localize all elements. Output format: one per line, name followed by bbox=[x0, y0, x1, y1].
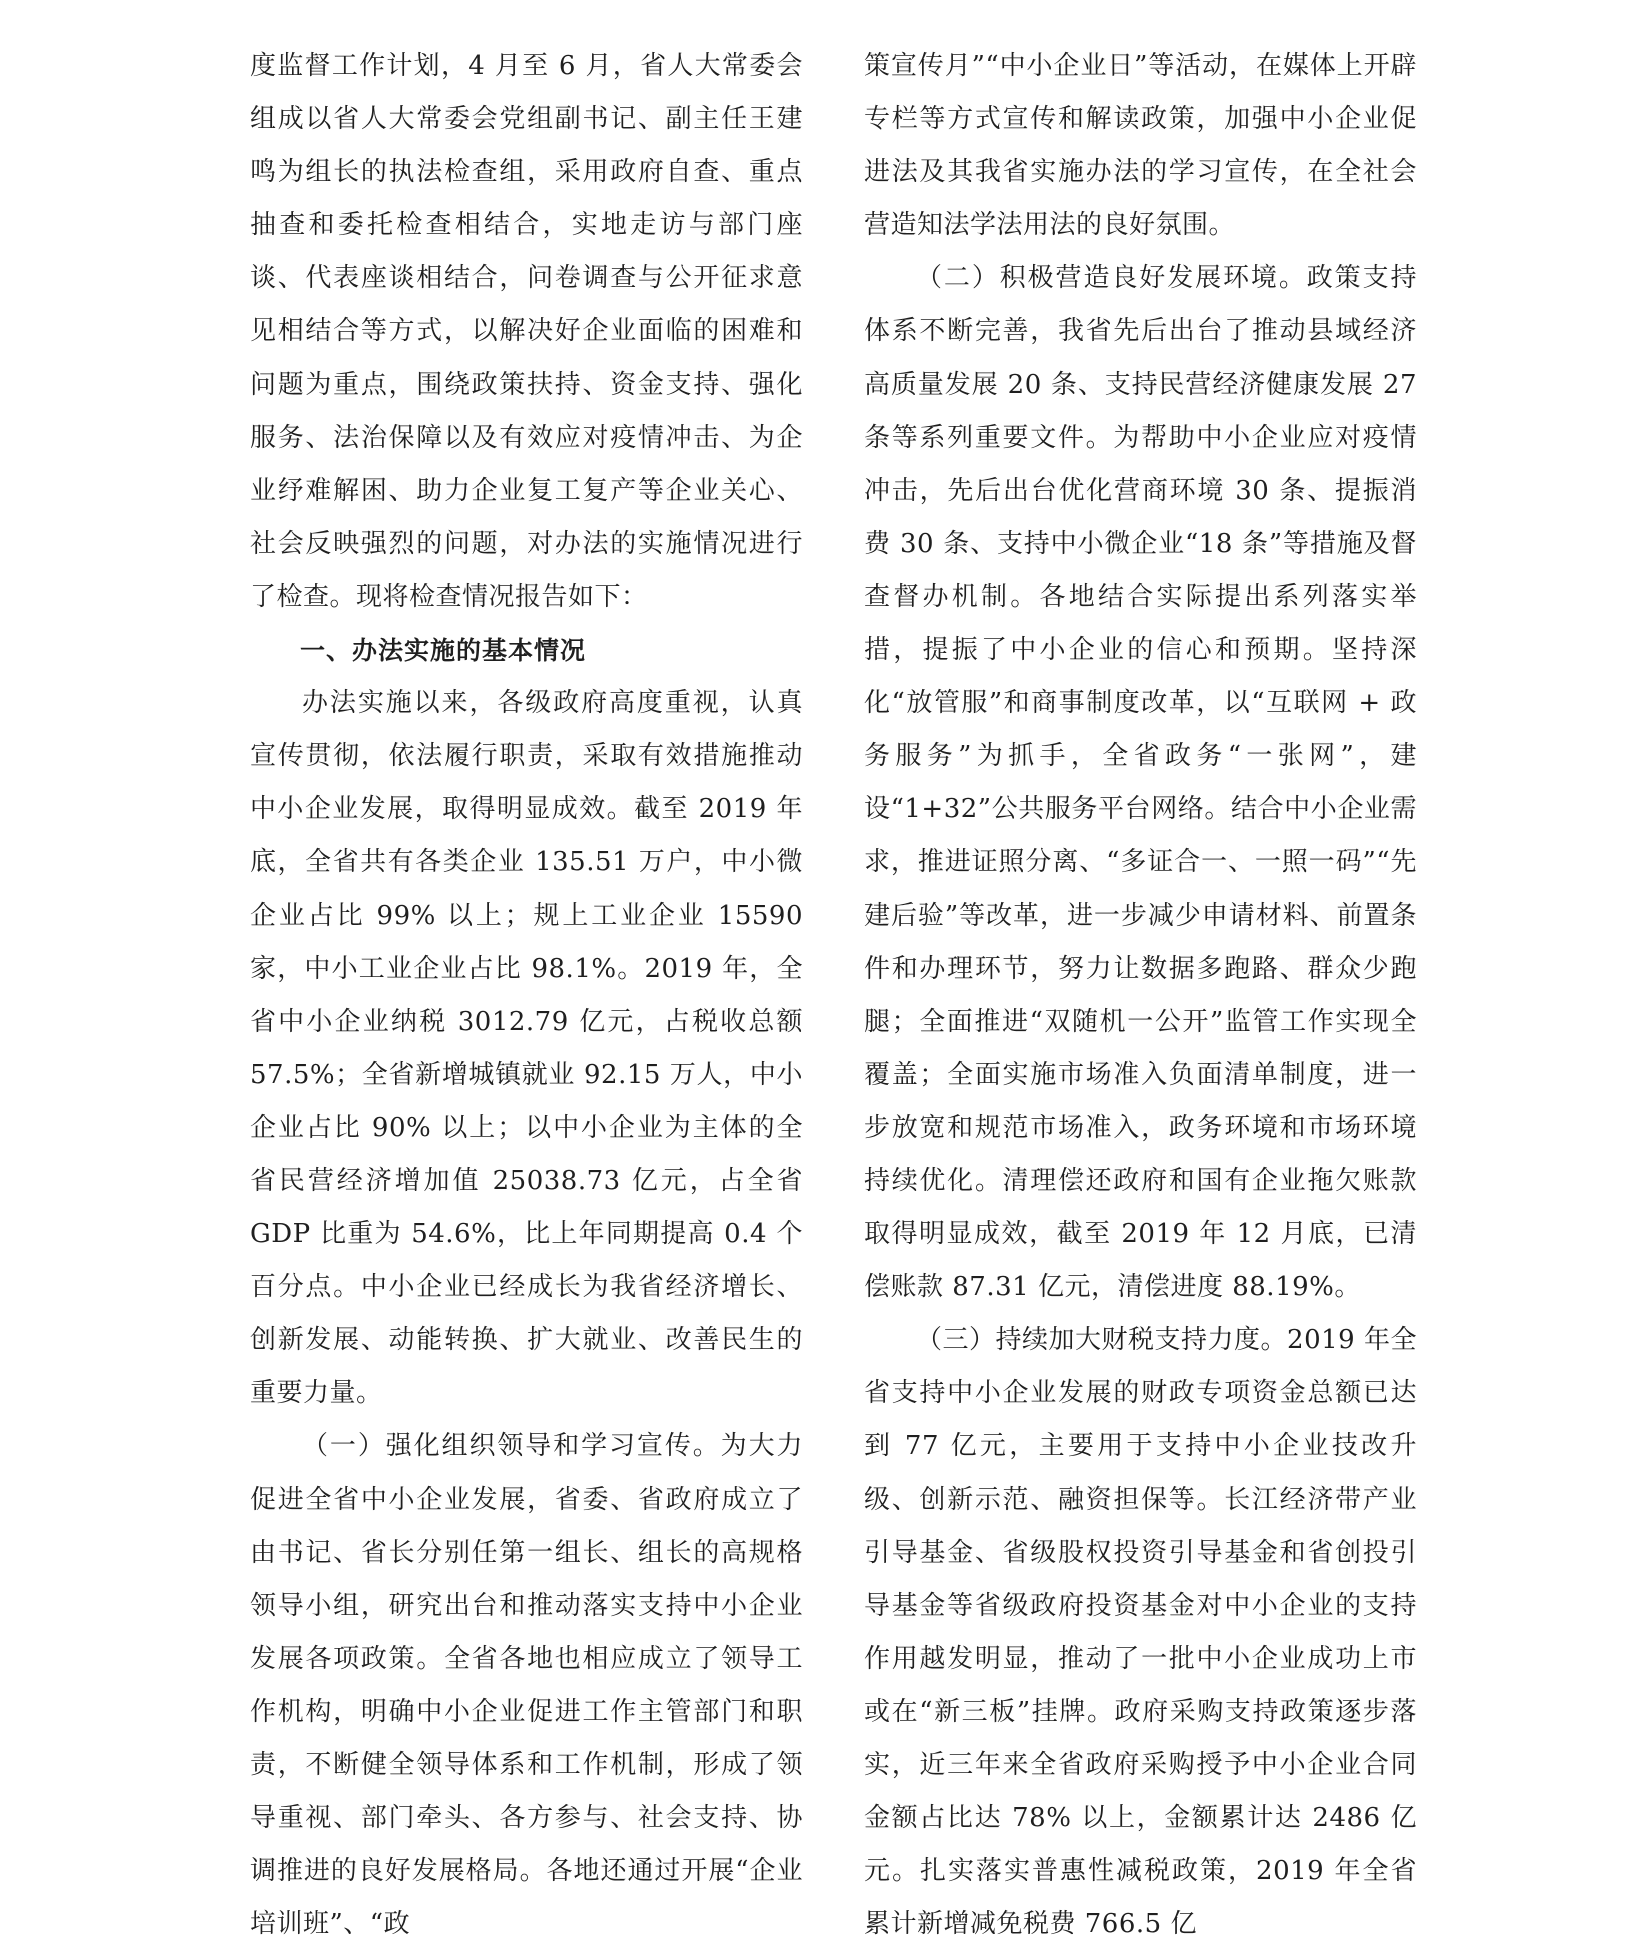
left-column bbox=[250, 40, 803, 1951]
paragraph-fiscal-support: （三）持续加大财税支持力度。2019 年全省支持中小企业发展的财政专项资金总额已达到 77 亿元，主要用于支持中小企业技改升级、创新示范、融资担保等。长江经济带产业引导基金、省级股权投资引导基金和省创投引导基金等省级政府投资基金对中小企业的支持作用越发明显，推动了一批中小企业成功上市或在“新三板”挂牌。政府采购支持政策逐步落实，近三年来全省政府采购授予中小企业合同金额占比达 78% 以上，金额累计达 2486 亿元。扎实落实普惠性减税政策，2019 年全省累计新增减免税费 766.5 亿 bbox=[864, 1325, 1417, 1940]
paragraph-continuation: 策宣传月”“中小企业日”等活动，在媒体上开辟专栏等方式宣传和解读政策，加强中小企业促进法及其我省实施办法的学习宣传，在全社会营造知法学法用法的良好氛围。 bbox=[864, 51, 1417, 241]
paragraph-organization-leadership: （一）强化组织领导和学习宣传。为大力促进全省中小企业发展，省委、省政府成立了由书记、省长分别任第一组长、组长的高规格领导小组，研究出台和推动落实支持中小企业发展各项政策。全省各地也相应成立了领导工作机构，明确中小企业促进工作主管部门和职责，不断健全领导体系和工作机制，形成了领导重视、部门牵头、各方参与、社会支持、协调推进的良好发展格局。各地还通过开展“企业培训班”、“政 bbox=[250, 1431, 803, 1940]
paragraph-continuation: 度监督工作计划，4 月至 6 月，省人大常委会组成以省人大常委会党组副书记、副主任王建鸣为组长的执法检查组，采用政府自查、重点抽查和委托检查相结合，实地走访与部门座谈、代表座谈相结合，问卷调查与公开征求意见相结合等方式，以解决好企业面临的困难和问题为重点，围绕政策扶持、资金支持、强化服务、法治保障以及有效应对疫情冲击、为企业纾难解困、助力企业复工复产等企业关心、社会反映强烈的问题，对办法的实施情况进行了检查。现将检查情况报告如下： bbox=[250, 51, 803, 612]
paragraph-development-environment: （二）积极营造良好发展环境。政策支持体系不断完善，我省先后出台了推动县域经济高质量发展 20 条、支持民营经济健康发展 27 条等系列重要文件。为帮助中小企业应对疫情冲击，先后出台优化营商环境 30 条、提振消费 30 条、支持中小微企业“18 条”等措施及督查督办机制。各地结合实际提出系列落实举措，提振了中小企业的信心和预期。坚持深化“放管服”和商事制度改革，以“互联网 + 政务服务”为抓手，全省政务“一张网”，建设“1+32”公共服务平台网络。结合中小企业需求，推进证照分离、“多证合一、一照一码”“先建后验”等改革，进一步减少申请材料、前置条件和办理环节，努力让数据多跑路、群众少跑腿；全面推进“双随机一公开”监管工作实现全覆盖；全面实施市场准入负面清单制度，进一步放宽和规范市场准入，政务环境和市场环境持续优化。清理偿还政府和国有企业拖欠账款取得明显成效，截至 2019 年 12 月底，已清偿账款 87.31 亿元，清偿进度 88.19%。 bbox=[864, 263, 1417, 1303]
right-column bbox=[864, 40, 1417, 1951]
section-heading: 一、办法实施的基本情况 bbox=[300, 636, 587, 666]
paragraph-basic-situation: 办法实施以来，各级政府高度重视，认真宣传贯彻，依法履行职责，采取有效措施推动中小企业发展，取得明显成效。截至 2019 年底，全省共有各类企业 135.51 万户，中小微企业占比 99% 以上；规上工业企业 15590 家，中小工业企业占比 98.1%。2019 年，全省中小企业纳税 3012.79 亿元，占税收总额 57.5%；全省新增城镇就业 92.15 万人，中小企业占比 90% 以上；以中小企业为主体的全省民营经济增加值 25038.73 亿元，占全省 GDP 比重为 54.6%，比上年同期提高 0.4 个百分点。中小企业已经成长为我省经济增长、创新发展、动能转换、扩大就业、改善民生的重要力量。 bbox=[250, 688, 803, 1409]
